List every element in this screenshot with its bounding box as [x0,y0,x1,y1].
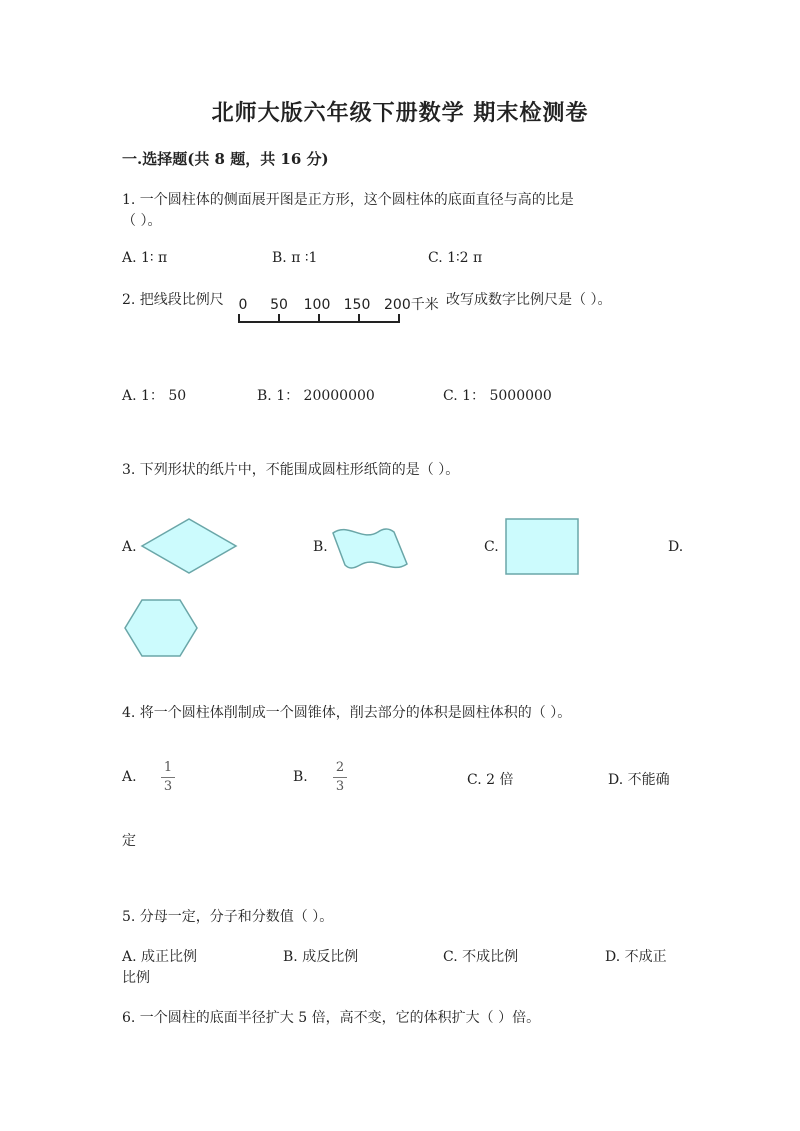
q5-option-c: C. 不成比例 [443,949,519,965]
wavy-parallelogram-shape [330,523,410,578]
scale-label-0: 0 [238,297,248,313]
fraction-numerator: 2 [335,760,345,775]
question-3-text: 3. 下列形状的纸片中，不能围成圆柱形纸筒的是（ ）。 [122,462,460,478]
q3-label-a: A. [122,539,137,555]
scale-label-150: 150 [343,297,371,313]
q2-option-b: B. 1： 20000000 [257,388,375,404]
fraction-one-third [161,761,175,794]
fraction-bar [161,777,175,778]
q4-option-a-label: A. [122,769,137,785]
scale-label-200km: 200千米 [384,297,439,313]
fraction-bar [333,777,347,778]
rhombus-shape [140,517,240,577]
q5-option-a: A. 成正比例 [122,949,198,965]
q4-option-c: C. 2 倍 [467,772,514,788]
section-heading: 一.选择题(共 8 题，共 16 分) [122,150,329,168]
scale-bar-figure [236,292,451,328]
question-1-blank: （ ）。 [122,213,162,229]
question-2-suffix: 改写成数字比例尺是（ ）。 [446,292,612,308]
q1-option-c: C. 1∶2 π [428,250,483,266]
q4-option-d-wrap: 定 [122,833,136,849]
q5-option-d-wrap: 比例 [122,970,150,986]
question-2-prefix: 2. 把线段比例尺 [122,292,224,308]
q3-label-d: D. [668,539,684,555]
fraction-two-thirds [333,761,347,794]
q1-option-a: A. 1∶ π [122,250,168,266]
q5-option-b: B. 成反比例 [283,949,359,965]
fraction-denominator: 3 [163,779,173,794]
q3-label-c: C. [484,539,499,555]
q4-option-d: D. 不能确 [608,772,670,788]
fraction-numerator: 1 [163,760,173,775]
q5-option-d: D. 不成正 [605,949,667,965]
fraction-denominator: 3 [335,779,345,794]
question-4-text: 4. 将一个圆柱体削制成一个圆锥体，削去部分的体积是圆柱体积的（ ）。 [122,705,572,721]
q2-option-a: A. 1： 50 [122,388,187,404]
scale-label-50: 50 [270,297,288,313]
page-title: 北师大版六年级下册数学 期末检测卷 [211,100,589,126]
question-1-text: 1. 一个圆柱体的侧面展开图是正方形，这个圆柱体的底面直径与高的比是 [122,192,574,208]
q4-option-b-label: B. [293,769,308,785]
question-6-text: 6. 一个圆柱的底面半径扩大 5 倍，高不变，它的体积扩大（ ）倍。 [122,1010,541,1026]
q2-option-c: C. 1： 5000000 [443,388,552,404]
hexagon-shape [122,598,200,660]
rectangle-shape [505,518,581,576]
q3-label-b: B. [313,539,328,555]
q1-option-b: B. π ∶1 [272,250,318,266]
question-5-text: 5. 分母一定，分子和分数值（ ）。 [122,909,334,925]
scale-label-100: 100 [303,297,331,313]
